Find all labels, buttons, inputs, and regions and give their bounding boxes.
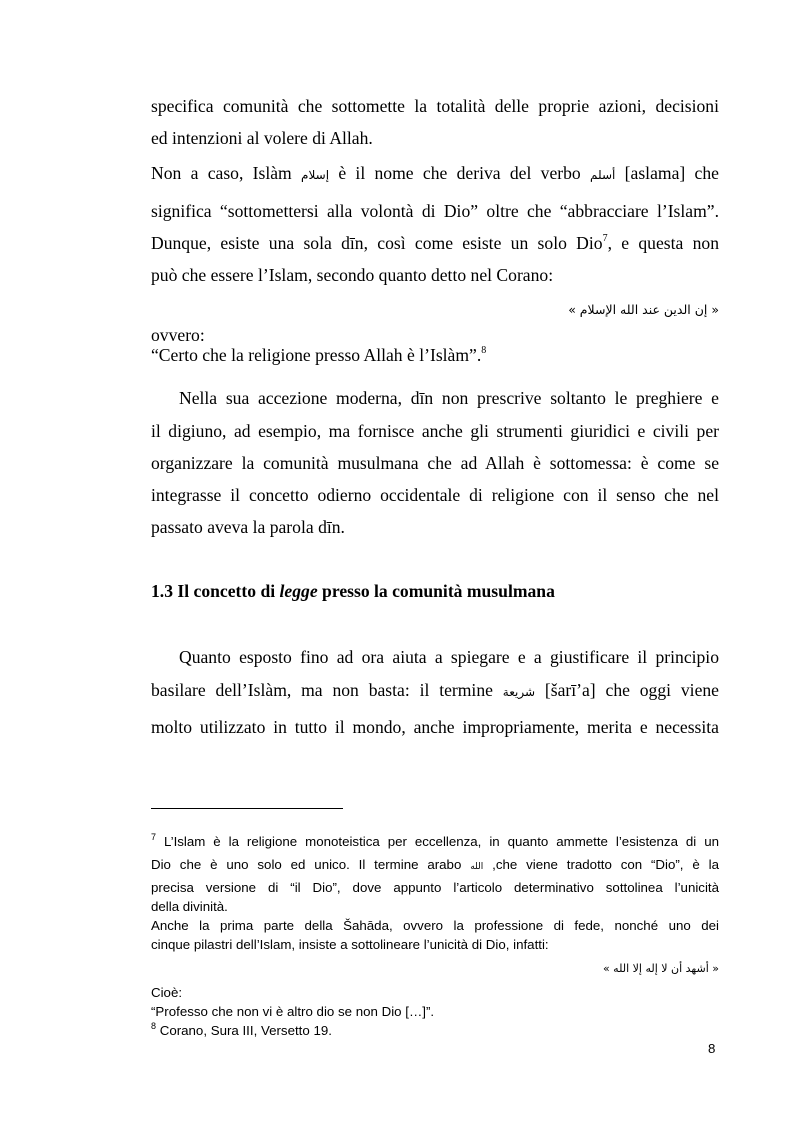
- footnote-line: della divinità.: [151, 899, 228, 914]
- text-fragment: Dunque, esiste una sola dīn, così come esiste un solo Dio: [151, 233, 603, 253]
- quote-translation: “Certo che la religione presso Allah è l’Islàm”.: [151, 345, 482, 365]
- text-fragment: , e questa non: [607, 233, 719, 253]
- text-fragment: Dio che è uno solo ed unico. Il termine arabo: [151, 857, 462, 872]
- body-line: il digiuno, ad esempio, ma fornisce anche gli strumenti giuridici e civili per: [151, 421, 719, 441]
- body-line: integrasse il concetto odierno occidentale di religione con il senso che nel: [151, 485, 719, 505]
- footnote-line: [151, 1022, 719, 1039]
- footnote-ref-8: 8: [481, 345, 487, 357]
- heading-italic: legge: [279, 581, 318, 601]
- arabic-term-allah: الله: [470, 862, 484, 872]
- body-line: [151, 232, 719, 254]
- text-fragment: ,che viene tradotto con “Dio”, è la: [492, 857, 719, 872]
- body-line: passato aveva la parola dīn.: [151, 517, 345, 537]
- text-fragment: [151, 233, 719, 253]
- footnote-line: precisa versione di “il Dio”, dove appunto l’articolo determinativo sottolinea l’unicità: [151, 880, 719, 895]
- text-fragment: [aslama] che: [624, 163, 719, 183]
- footnote-separator: [151, 808, 343, 809]
- text-fragment: [šarī’a] che oggi viene: [544, 680, 719, 700]
- text-fragment: è il nome che deriva del verbo: [338, 163, 581, 183]
- text-fragment: Corano, Sura III, Versetto 19.: [156, 1023, 332, 1038]
- body-line: significa “sottomettersi alla volontà di Dio” oltre che “abbracciare l’Islam”.: [151, 201, 719, 221]
- footnote-number-8: 8: [151, 1020, 157, 1031]
- body-line: [151, 344, 719, 366]
- text-fragment: basilare dell’Islàm, ma non basta: il termine: [151, 680, 493, 700]
- heading-part: 1.3 Il concetto di: [151, 581, 280, 601]
- body-line: specifica comunità che sottomette la totalità delle proprie azioni, decisioni: [151, 96, 719, 116]
- body-line: [151, 679, 719, 703]
- body-line: Nella sua accezione moderna, dīn non prescrive soltanto le preghiere e: [179, 388, 719, 408]
- footnote-line: “Professo che non vi è altro dio se non Dio […]”.: [151, 1004, 435, 1019]
- body-line: Quanto esposto fino ad ora aiuta a spiegare e a giustificare il principio: [179, 647, 719, 667]
- footnote-line: Cioè:: [151, 985, 183, 1000]
- shahada-arabic: « أشهد أن لا إله إلا الله »: [602, 962, 719, 975]
- body-line: ovvero:: [151, 325, 205, 345]
- quran-quote-arabic: « إن الدين عند الله الإسلام »: [568, 302, 719, 317]
- footnote-line: [151, 833, 719, 850]
- body-line: ed intenzioni al volere di Allah.: [151, 128, 373, 148]
- arabic-term-sharia: شريعة: [502, 685, 536, 699]
- arabic-term-islam: إسلام: [301, 168, 330, 182]
- footnote-line: Anche la prima parte della Šahāda, ovvero la professione di fede, nonché uno dei: [151, 918, 719, 933]
- footnote-ref-7: 7: [602, 233, 608, 245]
- text-fragment: L’Islam è la religione monoteistica per eccellenza, in quanto ammette l’esistenza di un: [156, 834, 719, 849]
- body-line: [151, 162, 719, 186]
- footnote-line: [151, 856, 719, 876]
- arabic-term-aslama: أسلم: [590, 168, 616, 182]
- section-heading: [151, 580, 719, 602]
- footnote-number-7: 7: [151, 831, 157, 842]
- body-line: organizzare la comunità musulmana che ad Allah è sottomessa: è come se: [151, 453, 719, 473]
- page-number: 8: [708, 1041, 716, 1056]
- heading-part: presso la comunità musulmana: [317, 581, 555, 601]
- footnote-line: cinque pilastri dell’Islam, insiste a sottolineare l’unicità di Dio, infatti:: [151, 937, 549, 952]
- body-line: molto utilizzato in tutto il mondo, anche impropriamente, merita e necessita: [151, 717, 719, 737]
- text-fragment: Non a caso, Islàm: [151, 163, 292, 183]
- body-line: può che essere l’Islam, secondo quanto detto nel Corano:: [151, 265, 554, 285]
